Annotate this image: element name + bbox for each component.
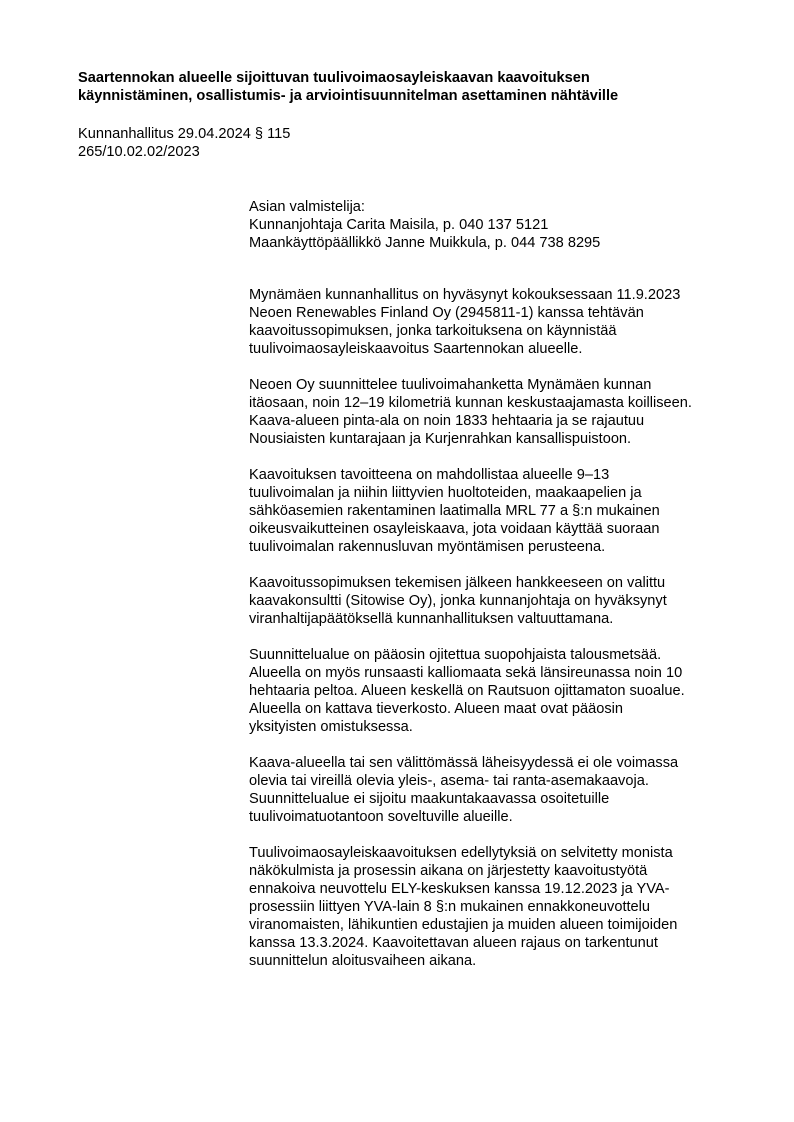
paragraph-line: Kaava-alueen pinta-ala on noin 1833 hehtaaria ja se rajautuu: [249, 413, 645, 429]
paragraph-line: prosessiin liittyen YVA-lain 8 §:n mukainen ennakkoneuvottelu: [249, 899, 651, 915]
paragraph-line: tuulivoimaosayleiskaavoitus Saartennokan alueelle.: [249, 341, 583, 357]
document-title: [78, 69, 768, 105]
paragraph-line: oikeusvaikutteinen osayleiskaava, jota voidaan käyttää suoraan: [249, 521, 660, 537]
paragraph-line: viranhaltijapäätöksellä kunnanhallituksen valtuuttamana.: [249, 611, 614, 627]
paragraph-line: yksityisten omistuksessa.: [249, 719, 413, 735]
meeting-reference: Kunnanhallitus 29.04.2024 § 115: [78, 126, 291, 142]
paragraph-line: Suunnittelualue on pääosin ojitettua suopohjaista talousmetsää.: [249, 647, 662, 663]
paragraph-line: Kaava-alueella tai sen välittömässä läheisyydessä ei ole voimassa: [249, 755, 679, 771]
paragraph: [249, 376, 769, 448]
paragraph-line: näkökulmista ja prosessin aikana on järjestetty kaavoitustyötä: [249, 863, 648, 879]
paragraph-line: itäosaan, noin 12–19 kilometriä kunnan keskustaajamasta koilliseen.: [249, 395, 692, 411]
paragraph-line: hehtaaria peltoa. Alueen keskellä on Rautsuon ojittamaton suoalue.: [249, 683, 685, 699]
preparer-block: [249, 198, 769, 252]
paragraph: [249, 286, 769, 358]
paragraph-line: Alueella on kattava tieverkosto. Alueen maat ovat pääosin: [249, 701, 624, 717]
paragraph-line: ennakoiva neuvottelu ELY-keskuksen kanssa 19.12.2023 ja YVA-: [249, 881, 670, 897]
paragraph-line: Suunnittelualue ei sijoitu maakuntakaavassa osoitetuille: [249, 791, 610, 807]
paragraph-line: sähköasemien rakentaminen laatimalla MRL 77 a §:n mukainen: [249, 503, 660, 519]
paragraph-line: suunnittelun aloitusvaiheen aikana.: [249, 953, 477, 969]
paragraph: [249, 646, 769, 736]
paragraph-line: kanssa 13.3.2024. Kaavoitettavan alueen rajaus on tarkentunut: [249, 935, 658, 951]
paragraph-line: Neoen Oy suunnittelee tuulivoimahanketta Mynämäen kunnan: [249, 377, 652, 393]
title-line-2: käynnistäminen, osallistumis- ja arviointisuunnitelman asettaminen nähtäville: [78, 88, 619, 104]
preparer-person-2: Maankäyttöpäällikkö Janne Muikkula, p. 044 738 8295: [249, 235, 601, 251]
preparer-person-1: Kunnanjohtaja Carita Maisila, p. 040 137 5121: [249, 217, 549, 233]
document-body: [249, 198, 769, 988]
paragraph-line: tuulivoimatuotantoon soveltuville alueille.: [249, 809, 513, 825]
paragraph: [249, 754, 769, 826]
paragraph: [249, 574, 769, 628]
title-line-1: Saartennokan alueelle sijoittuvan tuulivoimaosayleiskaavan kaavoituksen: [78, 70, 590, 86]
paragraph-line: Kaavoituksen tavoitteena on mahdollistaa alueelle 9–13: [249, 467, 610, 483]
paragraph-line: Kaavoitussopimuksen tekemisen jälkeen hankkeeseen on valittu: [249, 575, 666, 591]
paragraph: [249, 466, 769, 556]
paragraph-line: Tuulivoimaosayleiskaavoituksen edellytyksiä on selvitetty monista: [249, 845, 673, 861]
paragraph-line: Alueella on myös runsaasti kalliomaata sekä länsireunassa noin 10: [249, 665, 683, 681]
record-number: 265/10.02.02/2023: [78, 144, 200, 160]
meeting-meta: [78, 125, 290, 161]
paragraph-line: olevia tai vireillä olevia yleis-, asema- tai ranta-asemakaavoja.: [249, 773, 649, 789]
preparer-heading: Asian valmistelija:: [249, 199, 365, 215]
paragraph-line: Nousiaisten kuntarajaan ja Kurjenrahkan kansallispuistoon.: [249, 431, 632, 447]
paragraph-line: tuulivoimalan ja niihin liittyvien huoltoteiden, maakaapelien ja: [249, 485, 642, 501]
paragraph-line: viranomaisten, lähikuntien edustajien ja muiden alueen toimijoiden: [249, 917, 678, 933]
paragraph-line: Neoen Renewables Finland Oy (2945811-1) kanssa tehtävän: [249, 305, 644, 321]
paragraph-line: tuulivoimalan rakennusluvan myöntämisen perusteena.: [249, 539, 606, 555]
paragraph-line: kaavoitussopimuksen, jonka tarkoituksena on käynnistää: [249, 323, 617, 339]
paragraph-line: kaavakonsultti (Sitowise Oy), jonka kunnanjohtaja on hyväksynyt: [249, 593, 667, 609]
paragraph: [249, 844, 769, 970]
paragraph-line: Mynämäen kunnanhallitus on hyväsynyt kokouksessaan 11.9.2023: [249, 287, 681, 303]
